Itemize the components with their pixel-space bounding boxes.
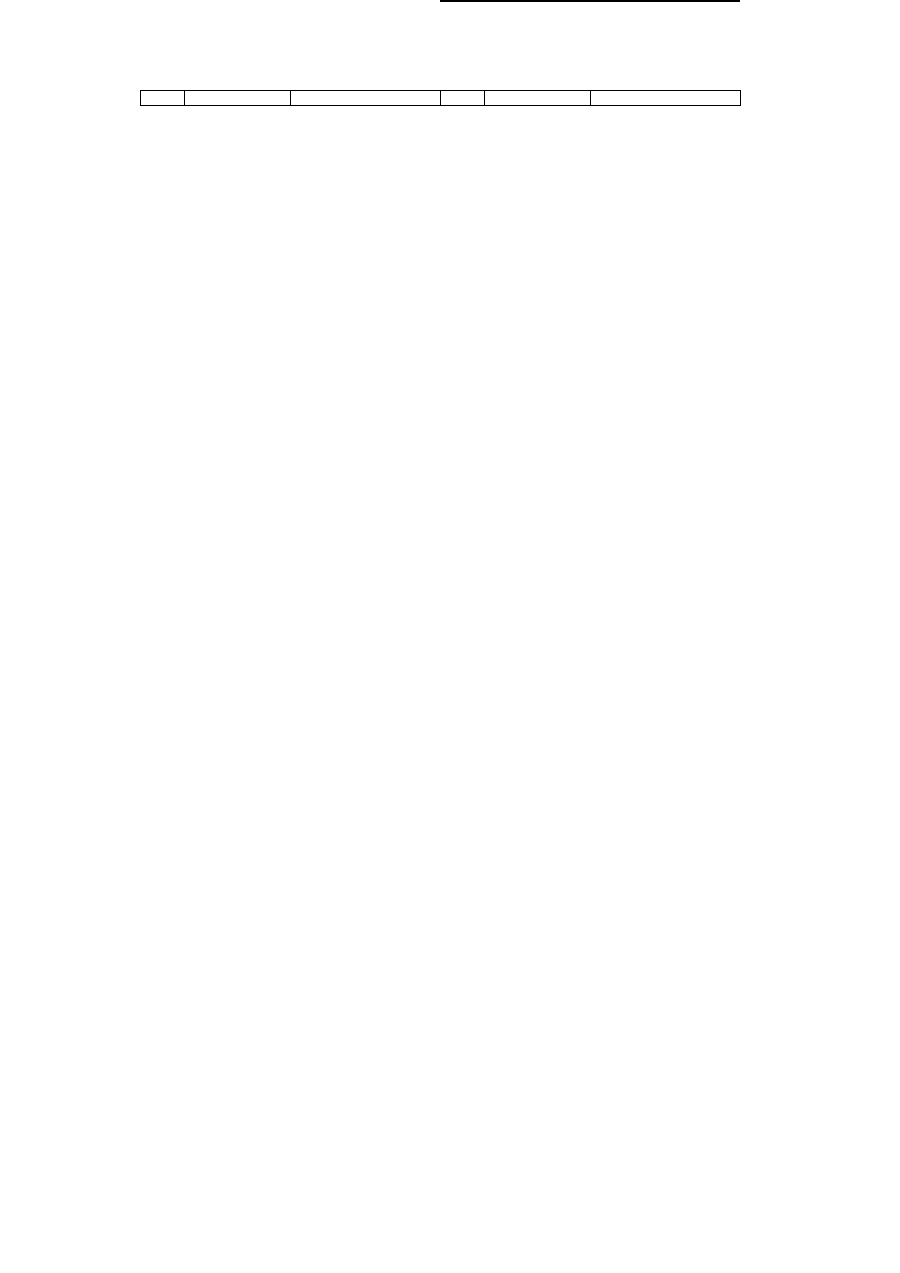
- table-header-row: [441, 91, 741, 106]
- header-no: [441, 91, 485, 106]
- entry-table-right: [440, 90, 741, 106]
- entry-table-left: [140, 90, 441, 106]
- header-club: [591, 91, 741, 106]
- header-name: [485, 91, 591, 106]
- empty-table-area: [440, 0, 740, 2]
- header-club: [291, 91, 441, 106]
- table-header-row: [141, 91, 441, 106]
- header-no: [141, 91, 185, 106]
- header-name: [185, 91, 291, 106]
